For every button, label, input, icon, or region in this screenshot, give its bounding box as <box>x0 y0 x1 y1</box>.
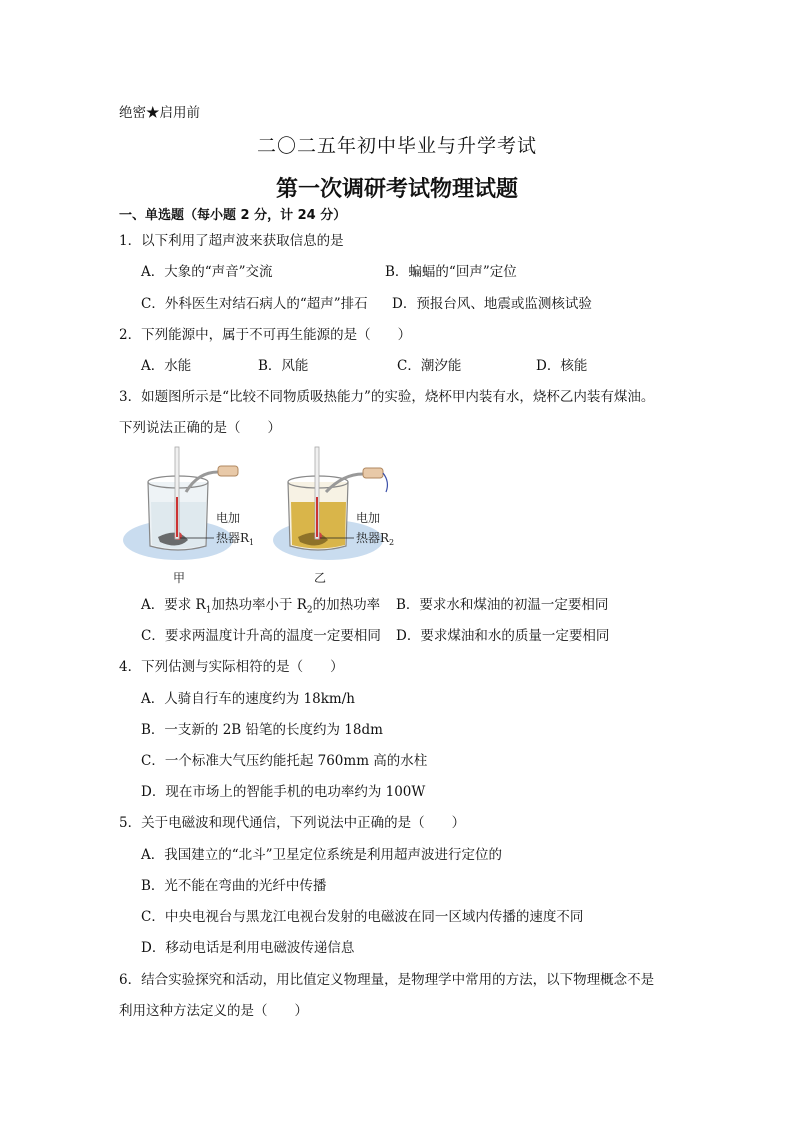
question-2-stem: 2．下列能源中，属于不可再生能源的是（ ） <box>119 327 412 343</box>
plug-right <box>363 468 383 478</box>
question-3-stem-line1: 3．如题图所示是“比较不同物质吸热能力”的实验，烧杯甲内装有水，烧杯乙内装有煤油。 <box>119 389 655 405</box>
question-3-stem-line2: 下列说法正确的是（ ） <box>119 420 281 436</box>
beaker-label-yi: 乙 <box>314 571 327 585</box>
confidential-label: 绝密★启用前 <box>119 105 200 121</box>
question-1-option-d: D．预报台风、地震或监测核试验 <box>392 296 592 312</box>
question-3-option-a: A．要求 $R_1$加热功率小于 $R_2$的加热功率 <box>141 597 381 616</box>
question-6-stem-line2: 利用这种方法定义的是（ ） <box>119 1003 308 1019</box>
question-5-option-a: A．我国建立的“北斗”卫星定位系统是利用超声波进行定位的 <box>141 847 503 863</box>
question-6-stem-line1: 6．结合实验探究和活动，用比值定义物理量，是物理学中常用的方法，以下物理概念不是 <box>119 972 655 988</box>
question-1-stem: 1．以下利用了超声波来获取信息的是 <box>119 233 344 249</box>
thermometer-right-column <box>316 497 318 537</box>
question-2-option-a: A．水能 <box>141 358 192 374</box>
wire-end-right <box>383 473 387 492</box>
beaker-experiment-figure <box>118 442 408 590</box>
question-4-option-b: B．一支新的 2B 铅笔的长度约为 18dm <box>141 722 383 738</box>
question-2-option-d: D．核能 <box>536 358 588 374</box>
question-3-option-c: C．要求两温度计升高的温度一定要相同 <box>141 628 381 644</box>
question-3-option-d: D．要求煤油和水的质量一定要相同 <box>396 628 610 644</box>
question-2-option-b: B．风能 <box>258 358 309 374</box>
question-4-option-a: A．人骑自行车的速度约为 18km/h <box>141 691 355 707</box>
question-1-option-a: A．大象的“声音”交流 <box>141 264 273 280</box>
heater-label-top-right: 电加 <box>356 511 381 525</box>
question-2-option-c: C．潮汐能 <box>397 358 462 374</box>
question-4-option-c: C．一个标准大气压约能托起 760mm 高的水柱 <box>141 753 428 769</box>
question-5-option-d: D．移动电话是利用电磁波传递信息 <box>141 940 355 956</box>
question-5-stem: 5．关于电磁波和现代通信，下列说法中正确的是（ ） <box>119 815 466 831</box>
question-1-option-b: B．蝙蝠的“回声”定位 <box>385 264 517 280</box>
question-1-option-c: C．外科医生对结石病人的“超声”排石 <box>141 296 368 312</box>
exam-subtitle: 第一次调研考试物理试题 <box>275 177 518 202</box>
thermometer-left-column <box>176 497 178 537</box>
section-heading: 一、单选题（每小题 2 分，计 24 分） <box>119 208 347 223</box>
heater-label-right: 热器$R_2$ <box>356 531 395 547</box>
heater-label-top-left: 电加 <box>216 511 241 525</box>
question-3-option-b: B．要求水和煤油的初温一定要相同 <box>396 597 609 613</box>
heater-label-left: 热器$R_1$ <box>216 531 255 547</box>
question-4-stem: 4．下列估测与实际相符的是（ ） <box>119 659 344 675</box>
exam-title: 二〇二五年初中毕业与升学考试 <box>256 135 537 157</box>
question-4-option-d: D．现在市场上的智能手机的电功率约为 100W <box>141 784 426 800</box>
question-5-option-b: B．光不能在弯曲的光纤中传播 <box>141 878 327 894</box>
plug-left <box>218 466 238 476</box>
beaker-label-jia: 甲 <box>173 571 186 585</box>
question-5-option-c: C．中央电视台与黑龙江电视台发射的电磁波在同一区域内传播的速度不同 <box>141 909 584 925</box>
